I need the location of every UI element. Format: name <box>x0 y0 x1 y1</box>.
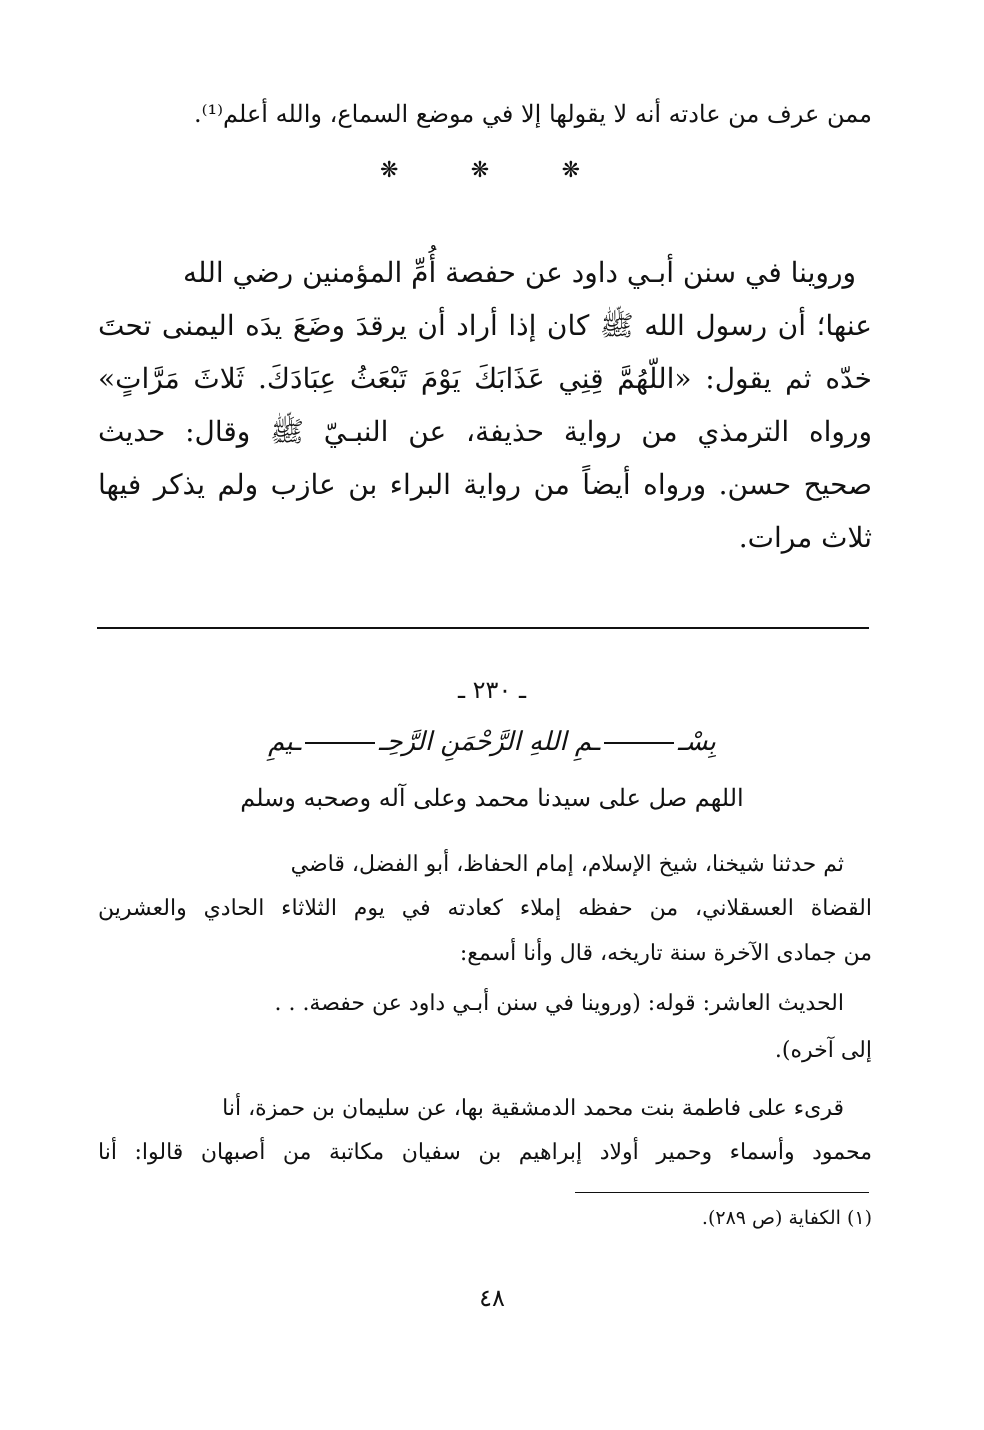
separator-ornament: ❋ <box>380 158 399 183</box>
main-text-line: ورواه الترمذي من رواية حذيفة، عن النبـيّ ﷺ وقال: حديث <box>98 415 872 448</box>
separator-ornament: ❋ <box>561 158 580 183</box>
commentary-line: محمود وأسماء وحمير أولاد إبراهيم بن سفيان مكاتبة من أصبهان قالوا: أنا <box>98 1140 872 1165</box>
commentary-line: القضاة العسقلاني، من حفظه إملاء كعادته في يوم الثلاثاء الحادي والعشرين <box>98 896 872 921</box>
main-text-line: خدّه ثم يقول: «اللّهُمَّ قِنِي عَذَابَكَ يَوْمَ تَبْعَثُ عِبَادَكَ. ثَلاثَ مَرَّاتٍ» <box>98 362 872 395</box>
main-text-line: صحيح حسن. ورواه أيضاً من رواية البراء بن عازب ولم يذكر فيها <box>98 468 872 501</box>
commentary-line: إلى آخره). <box>774 1038 872 1063</box>
basmala <box>0 727 984 757</box>
salat-line: اللهم صل على سيدنا محمد وعلى آله وصحبه وسلم <box>240 784 744 812</box>
text-commentary-divider <box>97 627 869 629</box>
main-text-line: ثلاث مرات. <box>738 521 872 554</box>
footnote-divider <box>575 1192 869 1193</box>
section-number: ـ ٢٣٠ ـ <box>457 676 526 704</box>
basmala-part: ـيمِ <box>268 727 301 757</box>
basmala-part: ـمِ اللهِ الرَّحْمَنِ الرَّحِـ <box>378 727 600 757</box>
calligraphy-stroke <box>305 742 375 744</box>
page-number: ٤٨ <box>479 1284 505 1312</box>
footnote: (١) الكفاية (ص ٢٨٩). <box>701 1207 872 1229</box>
continuation-line: ممن عرف من عادته أنه لا يقولها إلا في موضع السماع، والله أعلم⁽¹⁾. <box>193 100 872 128</box>
main-text-line: وروينا في سنن أبـي داود عن حفصة أُمِّ المؤمنين رضي الله <box>183 256 856 289</box>
basmala-part: بِسْـ <box>677 727 716 757</box>
commentary-line: قرىء على فاطمة بنت محمد الدمشقية بها، عن سليمان بن حمزة، أنا <box>222 1096 844 1121</box>
commentary-line: من جمادى الآخرة سنة تاريخه، قال وأنا أسمع: <box>459 941 872 966</box>
calligraphy-stroke <box>604 742 674 744</box>
section-separator <box>380 158 580 183</box>
commentary-line: الحديث العاشر: قوله: (وروينا في سنن أبـي داود عن حفصة. . . <box>274 991 844 1016</box>
separator-ornament: ❋ <box>470 158 490 183</box>
main-text-line: عنها؛ أن رسول الله ﷺ كان إذا أراد أن يرقدَ وضَعَ يدَه اليمنى تحتَ <box>98 309 872 342</box>
commentary-line: ثم حدثنا شيخنا، شيخ الإسلام، إمام الحفاظ، أبو الفضل، قاضي <box>290 852 844 877</box>
